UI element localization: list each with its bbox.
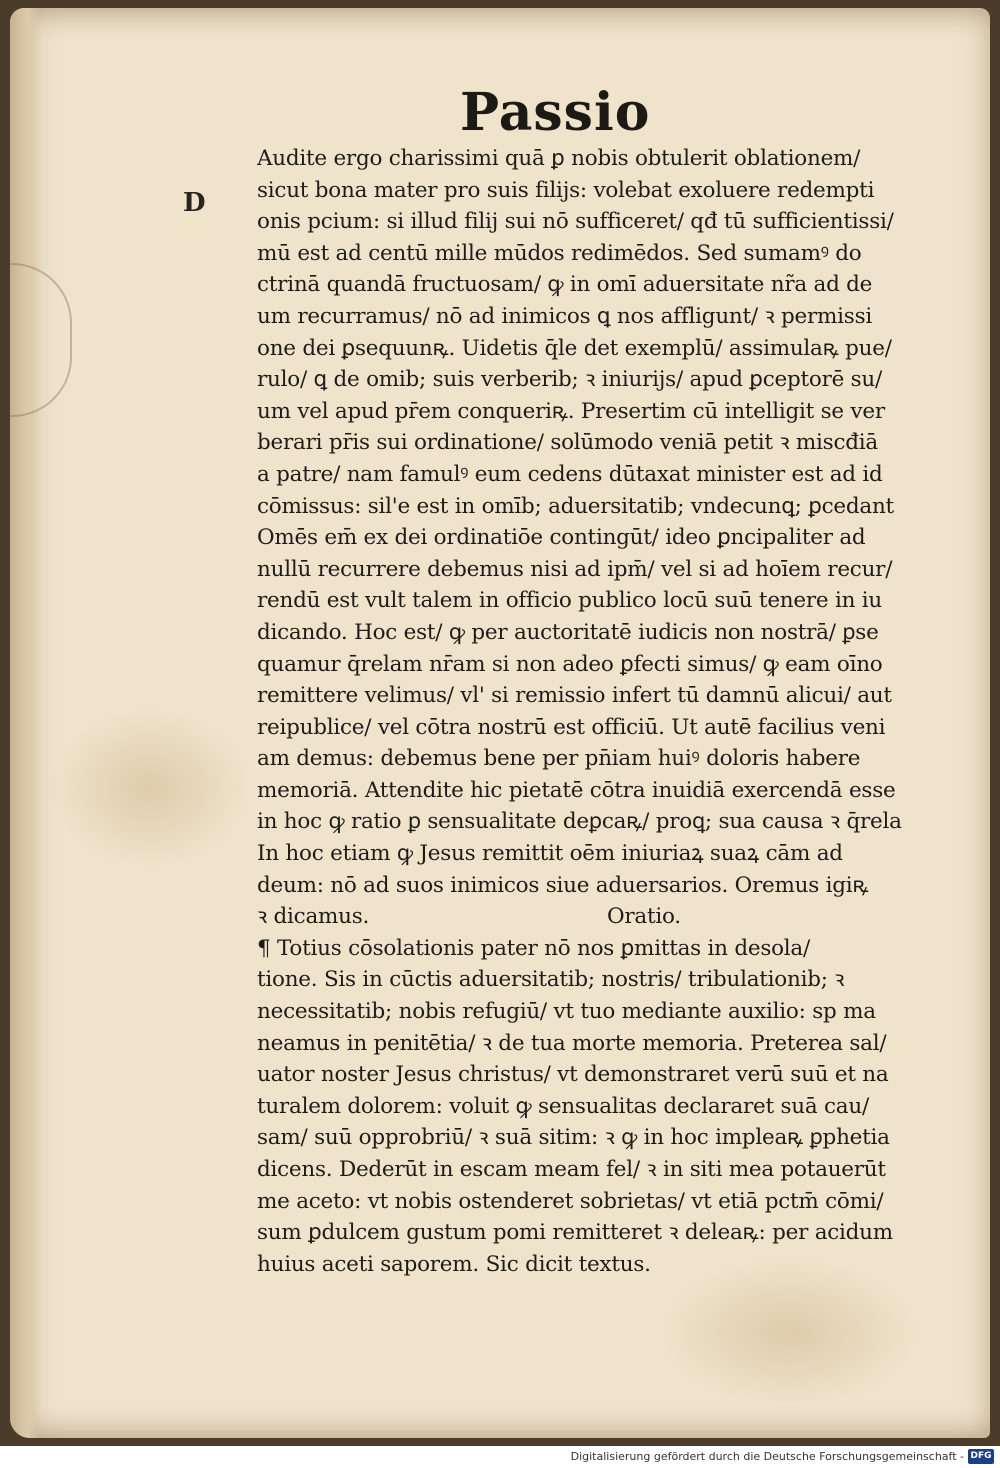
clip-mark <box>10 263 72 417</box>
page-header-passio: Passio <box>460 82 651 143</box>
page-edge-shadow <box>10 8 40 1438</box>
text-line: in hoc ꝙ ratio ꝑ sensualitate deꝑcaꝶ/ proꝗ; sua causa ꝛ q̄rela <box>257 809 902 835</box>
prayer-line: turalem dolorem: voluit ꝙ sensualitas declararet suā cau/ <box>257 1093 869 1119</box>
text-line: ctrinā quandā fructuosam/ ꝙ in omī aduersitate nr̃a ad de <box>257 272 873 298</box>
text-line: In hoc etiam ꝙ Jesus remittit oēm iniuriaꝝ suaꝝ cām ad <box>257 841 843 867</box>
text-line: one dei ꝑsequunꝶ. Uidetis q̄le det exemplū/ assimulaꝶ pue/ <box>257 335 892 361</box>
text-line: onis pcium: si illud filij sui nō sufficeret/ qđ tū sufficientissi/ <box>257 209 894 235</box>
text-line: quamur q̄relam nr̄am si non adeo ꝑfecti simus/ ꝙ eam oīno <box>257 651 883 677</box>
text-line: memoriā. Attendite hic pietatē cōtra inuidiā exercendā esse <box>257 777 896 803</box>
text-line: Omēs em̄ ex dei ordinatiōe contingūt/ ideo ꝑncipaliter ad <box>257 525 866 551</box>
text-line: remittere velimus/ vl' si remissio infert tū damnū alicui/ aut <box>257 683 892 709</box>
prayer-line: tione. Sis in cūctis aduersitatib; nostris/ tribulationib; ꝛ <box>257 967 845 993</box>
oratio-line <box>257 901 907 933</box>
prayer-line: necessitatib; nobis refugiū/ vt tuo mediante auxilio: sp ma <box>257 999 876 1025</box>
paper-stain <box>660 1258 920 1408</box>
prayer-line: sum ꝑdulcem gustum pomi remitteret ꝛ deleaꝶ: per acidum <box>257 1220 893 1246</box>
text-line: rulo/ ꝗ de omib; suis verberib; ꝛ iniurijs/ apud ꝑceptorē su/ <box>257 367 883 393</box>
text-line: nullū recurrere debemus nisi ad ipm̄/ vel si ad hoīem recur/ <box>257 556 893 582</box>
text-line: a patre/ nam famulꝰ eum cedens dūtaxat minister est ad id <box>257 461 883 487</box>
footer-bar <box>0 1446 1000 1468</box>
text-line: Audite ergo charissimi quā ꝑ nobis obtulerit oblationem/ <box>257 146 861 171</box>
text-line: cōmissus: sil'e est in omīb; aduersitatib; vndecunꝗ; ꝑcedant <box>257 493 894 519</box>
dfg-logo: DFG <box>968 1449 994 1464</box>
marginal-letter: D <box>183 188 206 218</box>
text-column <box>257 143 907 1277</box>
text-line: um recurramus/ nō ad inimicos ꝗ nos affligunt/ ꝛ permissi <box>257 303 872 329</box>
prayer-line: neamus in penitētia/ ꝛ de tua morte memoria. Preterea sal/ <box>257 1030 887 1056</box>
prayer-line: huius aceti saporem. Sic dicit textus. <box>257 1251 651 1277</box>
paper-stain <box>50 708 250 868</box>
prayer-line: ¶ Totius cōsolationis pater nō nos ꝑmittas in desola/ <box>257 935 810 961</box>
text-line: mū est ad centū mille mūdos redimēdos. Sed sumamꝰ do <box>257 240 862 266</box>
prayer-line: dicens. Dederūt in escam meam fel/ ꝛ in siti mea potauerūt <box>257 1157 886 1182</box>
text-line: deum: nō ad suos inimicos siue aduersarios. Oremus igiꝶ <box>257 872 869 898</box>
oratio-lead: ꝛ dicamus. <box>257 904 370 930</box>
text-line: am demus: debemus bene per pn̄iam huiꝰ doloris habere <box>257 746 861 772</box>
text-line: um vel apud pr̄em conqueriꝶ. Presertim cū intelligit se ver <box>257 398 885 424</box>
funding-credit: Digitalisierung gefördert durch die Deutsche Forschungsgemeinschaft - <box>570 1450 964 1463</box>
text-line: rendū est vult talem in officio publico locū suū tenere in iu <box>257 588 882 614</box>
text-line: dicando. Hoc est/ ꝙ per auctoritatē iudicis non nostrā/ ꝑse <box>257 619 879 645</box>
text-line: sicut bona mater pro suis filijs: volebat exoluere redempti <box>257 177 875 203</box>
text-line: berari pr̄is sui ordinatione/ solūmodo veniā petit ꝛ miscđiā <box>257 430 878 456</box>
prayer-line: me aceto: vt nobis ostenderet sobrietas/ vt etiā pctm̄ cōmi/ <box>257 1188 884 1214</box>
oratio-heading: Oratio. <box>607 904 681 930</box>
prayer-line: uator noster Jesus christus/ vt demonstraret verū suū et na <box>257 1062 889 1088</box>
prayer-line: sam/ suū opprobriū/ ꝛ suā sitim: ꝛ ꝙ in hoc impleaꝶ ꝑphetia <box>257 1125 890 1151</box>
text-line: reipublice/ vel cōtra nostrū est officiū. Ut autē facilius veni <box>257 714 886 740</box>
